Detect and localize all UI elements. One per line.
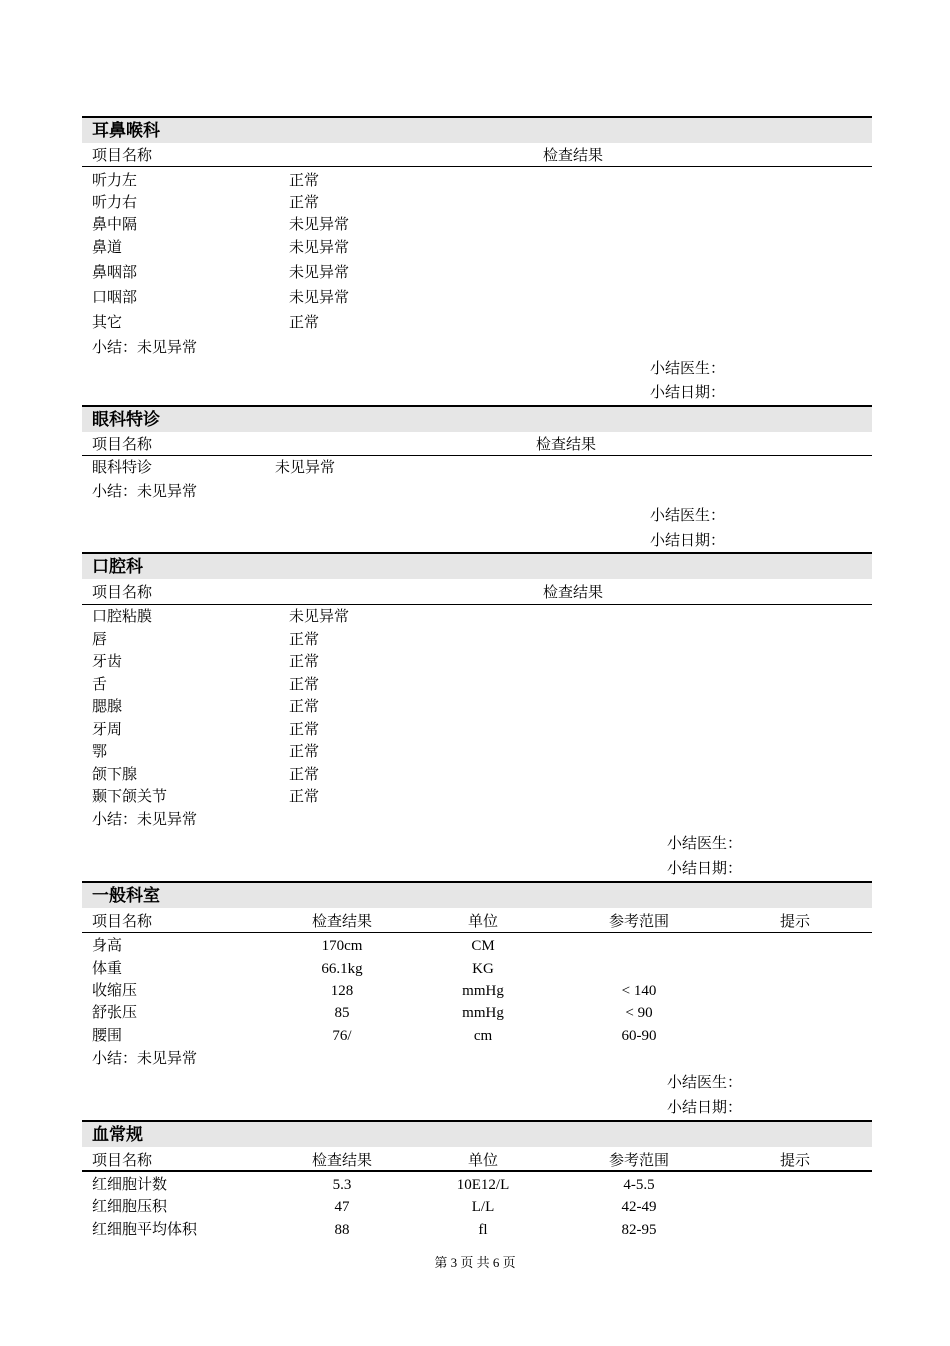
section-title: 口腔科: [92, 557, 143, 577]
row-result: 未见异常: [289, 265, 350, 281]
row-result: 未见异常: [289, 290, 350, 306]
row-name: 鼻道: [92, 240, 123, 256]
row-name: 牙齿: [92, 654, 123, 670]
column-header-hint: 提示: [779, 914, 811, 930]
summary-text: 小结：未见异常: [92, 812, 198, 828]
row-result: 未见异常: [289, 609, 350, 625]
row-result: 正常: [289, 195, 320, 211]
summary-text: 小结：未见异常: [92, 484, 198, 500]
summary-text: 小结：未见异常: [92, 1051, 198, 1067]
section-title: 一般科室: [92, 886, 160, 906]
row-result: 88: [334, 1222, 350, 1238]
summary-date-label: 小结日期：: [650, 533, 726, 549]
row-result: 正常: [289, 699, 320, 715]
row-unit: mmHg: [462, 1005, 504, 1021]
row-name: 其它: [92, 315, 123, 331]
section-title: 血常规: [92, 1125, 143, 1145]
column-header-name: 项目名称: [92, 914, 153, 930]
row-unit: cm: [473, 1028, 493, 1044]
row-result: 未见异常: [289, 217, 350, 233]
row-name: 舒张压: [92, 1005, 138, 1021]
row-name: 唇: [92, 632, 108, 648]
column-header-result: 检查结果: [311, 1153, 373, 1169]
summary-doctor-label: 小结医生：: [650, 508, 726, 524]
row-result: 85: [334, 1005, 350, 1021]
row-unit: fl: [478, 1222, 488, 1238]
column-header-name: 项目名称: [92, 585, 153, 601]
row-name: 红细胞压积: [92, 1199, 168, 1215]
row-result: 未见异常: [275, 460, 336, 476]
row-result: 正常: [289, 789, 320, 805]
row-unit: L/L: [471, 1199, 495, 1215]
header-divider: [82, 455, 872, 456]
column-header-hint: 提示: [779, 1153, 811, 1169]
row-result: 128: [330, 983, 354, 999]
row-unit: mmHg: [462, 983, 504, 999]
row-name: 红细胞计数: [92, 1177, 168, 1193]
section-header-blood: [82, 1120, 872, 1147]
row-result: 47: [334, 1199, 350, 1215]
row-result: 66.1kg: [321, 961, 363, 977]
row-name: 听力右: [92, 195, 138, 211]
row-result: 正常: [289, 315, 320, 331]
column-header-result: 检查结果: [536, 437, 597, 453]
summary-doctor-label: 小结医生：: [650, 361, 726, 377]
section-header-ent: [82, 116, 872, 143]
summary-date-label: 小结日期：: [667, 861, 743, 877]
row-name: 牙周: [92, 722, 123, 738]
summary-date-label: 小结日期：: [650, 385, 726, 401]
row-result: 5.3: [332, 1177, 352, 1193]
column-header-name: 项目名称: [92, 1153, 153, 1169]
row-result: 正常: [289, 767, 320, 783]
row-range: 82-95: [621, 1222, 657, 1238]
row-name: 收缩压: [92, 983, 138, 999]
column-header-range: 参考范围: [608, 914, 670, 930]
column-header-result: 检查结果: [543, 148, 604, 164]
summary-doctor-label: 小结医生：: [667, 836, 743, 852]
header-divider: [82, 604, 872, 605]
row-result: 正常: [289, 744, 320, 760]
header-divider: [82, 932, 872, 933]
header-divider: [82, 166, 872, 167]
section-header-eye: [82, 405, 872, 432]
section-title: 眼科特诊: [92, 410, 160, 430]
row-unit: KG: [472, 961, 494, 977]
row-result: 正常: [289, 722, 320, 738]
row-result: 正常: [289, 677, 320, 693]
row-result: 正常: [289, 173, 320, 189]
column-header-unit: 单位: [467, 914, 499, 930]
row-name: 口腔粘膜: [92, 609, 153, 625]
summary-doctor-label: 小结医生：: [667, 1075, 743, 1091]
row-result: 未见异常: [289, 240, 350, 256]
row-name: 身高: [92, 938, 123, 954]
row-range: < 140: [621, 983, 657, 999]
section-title: 耳鼻喉科: [92, 121, 160, 141]
section-header-oral: [82, 552, 872, 579]
column-header-range: 参考范围: [608, 1153, 670, 1169]
column-header-name: 项目名称: [92, 437, 153, 453]
row-range: < 90: [625, 1005, 653, 1021]
column-header-name: 项目名称: [92, 148, 153, 164]
page-number: 第 3 页 共 6 页: [434, 1255, 516, 1270]
row-result: 正常: [289, 654, 320, 670]
row-range: 42-49: [621, 1199, 657, 1215]
row-range: 4-5.5: [623, 1177, 655, 1193]
row-name: 红细胞平均体积: [92, 1222, 198, 1238]
row-name: 舌: [92, 677, 108, 693]
row-name: 颞下颌关节: [92, 789, 168, 805]
row-name: 腮腺: [92, 699, 123, 715]
row-name: 鄂: [92, 744, 108, 760]
row-result: 76/: [332, 1028, 352, 1044]
section-header-general: [82, 881, 872, 908]
row-unit: CM: [471, 938, 495, 954]
column-header-result: 检查结果: [311, 914, 373, 930]
row-name: 体重: [92, 961, 123, 977]
column-header-unit: 单位: [467, 1153, 499, 1169]
row-unit: 10E12/L: [456, 1177, 510, 1193]
row-name: 腰围: [92, 1028, 123, 1044]
row-name: 鼻咽部: [92, 265, 138, 281]
row-name: 听力左: [92, 173, 138, 189]
row-name: 口咽部: [92, 290, 138, 306]
row-range: 60-90: [621, 1028, 657, 1044]
row-result: 正常: [289, 632, 320, 648]
column-header-result: 检查结果: [543, 585, 604, 601]
row-result: 170cm: [321, 938, 363, 954]
row-name: 颌下腺: [92, 767, 138, 783]
row-name: 鼻中隔: [92, 217, 138, 233]
header-divider: [82, 1170, 872, 1172]
summary-text: 小结：未见异常: [92, 340, 198, 356]
row-name: 眼科特诊: [92, 460, 153, 476]
summary-date-label: 小结日期：: [667, 1100, 743, 1116]
